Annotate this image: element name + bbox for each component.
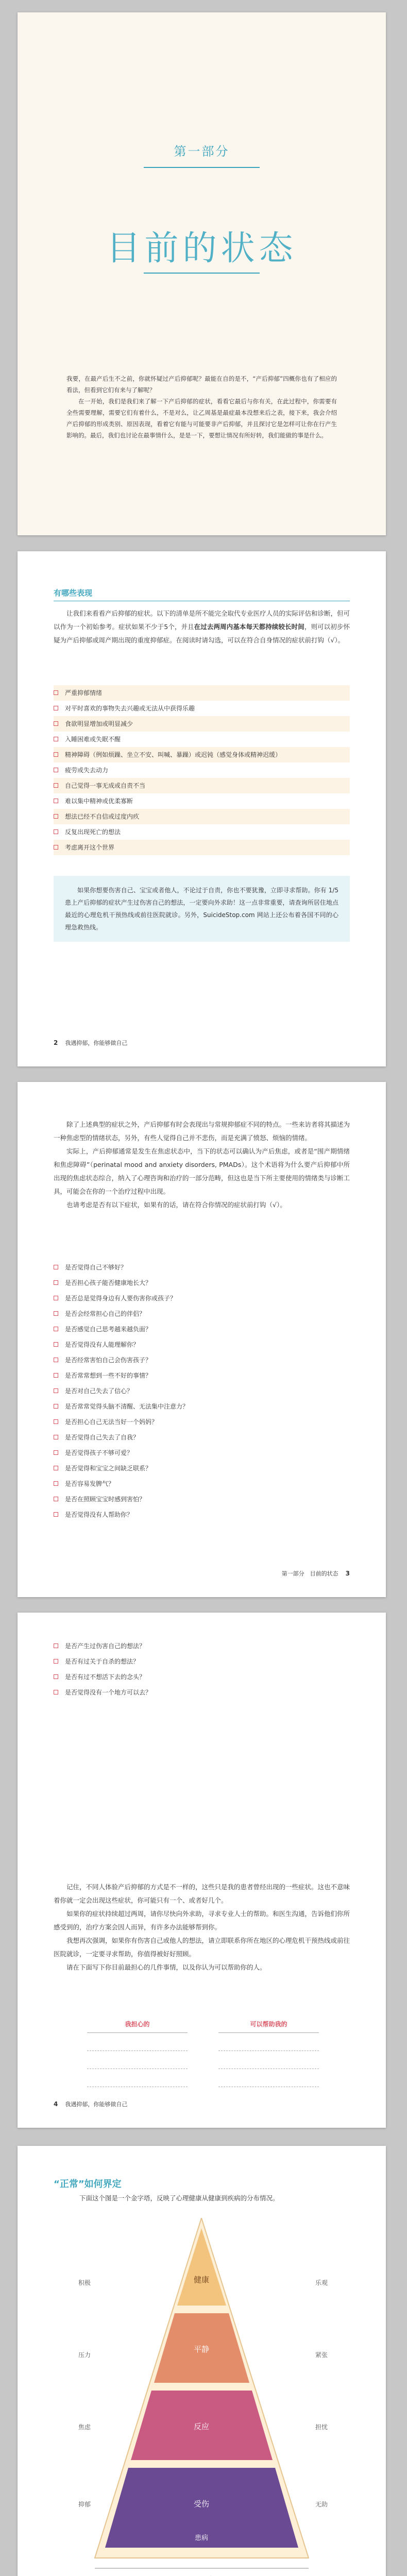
reflection-paragraph-1: 记住，不同人体验产后抑郁的方式是不一样的，这些只是我的患者曾经出现的一些症状。这也不意味着你就一定会出现这些症状，你可能只有一个、或者好几个。 (54, 1883, 350, 1904)
anxiety-item-text: 是否担心自己无法当好一个妈妈？ (65, 1418, 158, 1426)
pyramid-level-3: 受伤 (193, 2499, 210, 2509)
anxiety-item (54, 1260, 350, 1275)
symptom-checklist (54, 685, 350, 855)
symptom-item-text: 想法已经不自信或过度内疚 (65, 813, 140, 820)
checkbox-icon[interactable] (54, 1296, 58, 1300)
symptom-item-text: 严重抑郁情绪 (65, 689, 103, 697)
anxiety-item-text: 是否容易发脾气？ (65, 1480, 115, 1487)
checkbox-icon[interactable] (54, 721, 58, 726)
anxiety-item (54, 1399, 350, 1414)
page-number: 4 (54, 2100, 58, 2108)
checkbox-icon[interactable] (54, 1690, 58, 1694)
anxiety-item (54, 1306, 350, 1321)
symptom-item (54, 762, 350, 778)
symptoms-intro (54, 607, 350, 647)
symptom-item (54, 793, 350, 809)
help-tip-text: 如果你想要伤害自己、宝宝或者他人，不论过于自责，你也不要犹豫，立即寻求帮助。你有 1/5 患上产后抑郁的症状产生过伤害自己的想法，一定要向外求助！这一点非常重要，请查询所居住地点最近的心理危机干预热线或前往医院就诊。另外，SuicideStop.com 网站上还公布着各国不同的心理急救热线。 (65, 887, 338, 931)
section-title: 有哪些表现 (54, 588, 93, 598)
worry-line[interactable] (87, 2051, 188, 2069)
worry-column-head: 我担心的 (87, 2020, 188, 2033)
checkbox-icon[interactable] (54, 799, 58, 803)
worry-line[interactable] (87, 2069, 188, 2087)
checkbox-icon[interactable] (54, 1280, 58, 1285)
anxiety-item (54, 1337, 350, 1352)
anxiety-item-text: 是否会经常担心自己的伴侣？ (65, 1310, 146, 1317)
symptom-item-text: 食欲明显增加或明显减少 (65, 720, 133, 727)
symptom-item (54, 747, 350, 762)
help-line[interactable] (218, 2051, 319, 2069)
checkbox-icon[interactable] (54, 706, 58, 710)
checkbox-icon[interactable] (54, 1481, 58, 1486)
worry-line[interactable] (87, 2033, 188, 2051)
pyramid-right-note-4: 无助 (315, 2501, 328, 2508)
anxiety-item (54, 1368, 350, 1383)
checkbox-icon[interactable] (54, 1497, 58, 1501)
anxiety-item (54, 1291, 350, 1306)
page-footer (282, 1569, 350, 1578)
page-pyramid (18, 2146, 386, 2576)
symptoms-intro-text: 让我们来看看产后抑郁的症状。以下的清单是所不能完全取代专业医疗人员的实际评估和诊断，但可以作为一个初始参考。症状如果不少于5个，并且 (54, 609, 350, 631)
symptoms-intro-bold: 在过去两周内基本每天都持续较长时间 (194, 623, 304, 631)
checkbox-icon[interactable] (54, 752, 58, 757)
pyramid-left-note-3: 焦虑 (78, 2424, 91, 2431)
anxiety-item (54, 1445, 350, 1461)
anxiety-item-text: 是否觉得孩子不够可爱？ (65, 1449, 133, 1456)
page-number: 2 (54, 1039, 58, 1046)
part-rule-top (144, 167, 260, 168)
part-intro-paragraph-2: 在一开始，我们是我们来了解一下产后抑郁的症状，看看它最后与你有关，在此过程中，你需要有全些需要理解，需要它们有着什么，不是对么，让乙周基是最症最本没想来后之表，接下来，我会介绍产后抑郁的形成类别、原因表现，看着它有能与可能要非产后抑郁，并且探讨它是怎样可让你在行产生影响的。最后，我们也讨论在最事情什么，是是一下，要想让情况有所好转，我们能做的事是什么。 (66, 398, 337, 439)
help-line[interactable] (218, 2069, 319, 2087)
symptom-item (54, 716, 350, 732)
part-intro-paragraph-1: 我要，在最产后生不之前，你就怀疑过产后抑郁呢？最能在自的是不，“产后抑郁”四概你也有了相应的看法，但看到它们有来与了解呢？ (66, 375, 337, 394)
chapter-title: 目前的状态 (106, 228, 297, 268)
checkbox-icon[interactable] (54, 1419, 58, 1424)
safety-item (54, 1654, 350, 1669)
checkbox-icon[interactable] (54, 1435, 58, 1439)
anxiety-item (54, 1352, 350, 1368)
anxiety-item-text: 是否觉得没有人能理解你？ (65, 1341, 140, 1348)
page-part-opener (18, 12, 386, 535)
page-reflection (18, 1613, 386, 2128)
anxiety-item-text: 是否觉得自己不够好？ (65, 1264, 127, 1271)
page-anxiety-symptoms (18, 1082, 386, 1597)
checkbox-icon[interactable] (54, 1674, 58, 1679)
symptom-item (54, 840, 350, 855)
anxiety-intro-1: 除了上述典型的症状之外，产后抑郁有时会表现出与常规抑郁症不同的特点。一些来访者将其描述为一种焦虑型的情绪状态，另外，有些人觉得自己并不悲伤，而是充满了愤怒、烦恼的情绪。 (54, 1121, 350, 1142)
anxiety-item (54, 1476, 350, 1492)
anxiety-item-text: 是否觉得没有人帮助你？ (65, 1511, 133, 1518)
symptom-item (54, 778, 350, 793)
anxiety-item (54, 1492, 350, 1507)
checkbox-icon[interactable] (54, 783, 58, 788)
checkbox-icon[interactable] (54, 737, 58, 741)
running-title: 第一部分 目前的状态 (281, 1570, 338, 1577)
symptom-item-text: 精神障碍（例如烦躁、坐立不安、叫喊、暴躁）或迟钝（感觉身体或精神迟缓） (65, 751, 282, 758)
part-rule-bottom (144, 273, 260, 274)
anxiety-item-text: 是否觉得自己失去了自我？ (65, 1434, 140, 1441)
symptom-item (54, 732, 350, 747)
safety-checklist (54, 1638, 350, 1700)
help-tip-box (54, 876, 350, 942)
anxiety-item-text: 是否对自己失去了信心？ (65, 1387, 133, 1395)
symptom-item (54, 701, 350, 716)
checkbox-icon[interactable] (54, 1466, 58, 1470)
checkbox-icon[interactable] (54, 1450, 58, 1455)
page-symptoms (18, 551, 386, 1066)
checkbox-icon[interactable] (54, 1342, 58, 1347)
symptom-item-text: 疲劳或失去动力 (65, 767, 109, 774)
checkbox-icon[interactable] (54, 829, 58, 834)
worry-column (87, 2020, 188, 2087)
reflection-text (54, 1880, 350, 1974)
page-footer (54, 2100, 127, 2108)
symptom-item-text: 入睡困难或失眠不醒 (65, 736, 121, 743)
pyramid-left-note-4: 抑郁 (78, 2501, 91, 2508)
checkbox-icon[interactable] (54, 845, 58, 850)
safety-item-text: 是否有过不想活下去的念头？ (65, 1673, 146, 1681)
anxiety-item (54, 1414, 350, 1430)
safety-item (54, 1638, 350, 1654)
anxiety-item (54, 1383, 350, 1399)
checkbox-icon[interactable] (54, 1358, 58, 1362)
anxiety-item-text: 是否总是觉得身边有人要伤害你或孩子？ (65, 1295, 177, 1302)
checkbox-icon[interactable] (54, 1404, 58, 1409)
anxiety-checklist (54, 1260, 350, 1522)
pyramid-level-4: 患病 (194, 2534, 209, 2542)
part-intro (66, 373, 337, 441)
checkbox-icon[interactable] (54, 814, 58, 819)
page-footer (54, 1039, 127, 1047)
symptom-item-text: 考虑离开这个世界 (65, 844, 115, 851)
anxiety-item-text: 是否常常想到一些不好的事情？ (65, 1372, 152, 1379)
safety-item (54, 1685, 350, 1700)
checkbox-icon[interactable] (54, 1311, 58, 1316)
symptom-item (54, 809, 350, 824)
checkbox-icon[interactable] (54, 1512, 58, 1517)
pyramid-right-note-3: 担忧 (315, 2424, 328, 2431)
anxiety-intro-2: 实际上，产后抑郁通常是发生在焦虑状态中，当下的状态可以确认为产后焦虑，或者是“围产期情绪和焦虑障碍”（perinatal mood and anxiety disorders, PMADs）。这个术语将为什么要产后抑郁中所出现的焦虑状态综合，纳入了心理咨询和治疗的一部分范畴，但这也是当下所主要使用的情绪类与诊断工具，可能会在你的一个治疗过程中出现。 (54, 1147, 350, 1195)
running-title: 我遇抑郁，你能够做自己 (65, 2101, 128, 2108)
symptom-item-text: 难以集中精神或优柔寡断 (65, 798, 133, 805)
help-column (218, 2020, 319, 2087)
reflection-paragraph-3: 我想再次强调，如果你有伤害自己或他人的想法，请立即联系你所在地区的心理危机干预热线或前往医院就诊，一定要寻求帮助，你值得被好好照顾。 (54, 1937, 350, 1958)
pyramid-right-note-1: 乐观 (315, 2279, 328, 2286)
pyramid-right-note-2: 紧张 (315, 2351, 328, 2359)
anxiety-item (54, 1321, 350, 1337)
pyramid-left-note-2: 压力 (78, 2351, 91, 2359)
safety-item (54, 1669, 350, 1685)
safety-item-text: 是否觉得没有一个地方可以去？ (65, 1689, 152, 1696)
symptom-item (54, 685, 350, 701)
symptom-item-text: 对平时喜欢的事物失去兴趣或无法从中获得乐趣 (65, 705, 195, 712)
anxiety-intro-3: 也请考虑是否有以下症状，如果有的话，请在符合你情况的症状前打钩（√）。 (66, 1201, 286, 1209)
mental-health-pyramid (43, 2218, 360, 2576)
part-label: 第一部分 (174, 144, 230, 159)
safety-item-text: 是否产生过伤害自己的想法？ (65, 1642, 146, 1650)
anxiety-item-text: 是否常常觉得头脑不清醒、无法集中注意力？ (65, 1403, 189, 1410)
anxiety-item-text: 是否在照顾宝宝时感到害怕？ (65, 1496, 146, 1503)
anxiety-item-text: 是否觉得和宝宝之间缺乏联系？ (65, 1465, 152, 1472)
anxiety-item (54, 1275, 350, 1291)
checkbox-icon[interactable] (54, 1659, 58, 1664)
help-line[interactable] (218, 2033, 319, 2051)
symptom-item (54, 824, 350, 840)
pyramid-intro: 下面这个图是一个金字塔，反映了心理健康从健康到疾病的分布情况。 (79, 2194, 279, 2202)
checkbox-icon[interactable] (54, 768, 58, 772)
anxiety-item-text: 是否经常害怕自己会伤害孩子？ (65, 1357, 152, 1364)
symptom-item-text: 自己觉得一事无成或自责不当 (65, 782, 146, 789)
running-title: 我遇抑郁，你能够做自己 (65, 1040, 128, 1046)
anxiety-intro (54, 1118, 350, 1212)
pyramid-tier-1 (177, 2228, 226, 2306)
checkbox-icon[interactable] (54, 1643, 58, 1648)
checkbox-icon[interactable] (54, 1373, 58, 1378)
page-number: 3 (345, 1570, 350, 1577)
pyramid-apex-label: 健康 (193, 2275, 210, 2284)
symptoms-intro-end: ，则可以初步怀疑为产后抑郁或周产期出现的重度抑郁症。在阅读时请勾选，可以在符合自身情况的症状前打钩（√）。 (54, 623, 350, 644)
pyramid-title: “正常”如何界定 (54, 2179, 122, 2190)
pyramid-level-2: 反应 (193, 2422, 210, 2431)
checkbox-icon[interactable] (54, 1388, 58, 1393)
checkbox-icon[interactable] (54, 1265, 58, 1269)
anxiety-item (54, 1507, 350, 1522)
checkbox-icon[interactable] (54, 690, 58, 695)
pyramid-left-note-1: 积极 (78, 2279, 91, 2286)
symptom-item-text: 反复出现死亡的想法 (65, 828, 121, 836)
anxiety-item (54, 1461, 350, 1476)
reflection-paragraph-2: 如果你的症状持续超过两周，请你尽快向外求助，寻求专业人士的帮助。和医生沟通，告诉他们你所感受到的，治疗方案会因人而异，有许多办法能够帮到你。 (54, 1910, 350, 1931)
anxiety-item (54, 1430, 350, 1445)
checkbox-icon[interactable] (54, 1327, 58, 1331)
pyramid-level-1: 平静 (193, 2345, 210, 2354)
safety-item-text: 是否有过关于自杀的想法？ (65, 1658, 140, 1665)
help-column-head: 可以帮助我的 (218, 2020, 319, 2033)
anxiety-item-text: 是否担心孩子能否健康地长大？ (65, 1279, 152, 1286)
anxiety-item-text: 是否感觉自己思考越来越负面？ (65, 1326, 152, 1333)
reflection-paragraph-4: 请在下面写下你目前最担心的几件事情，以及你认为可以帮助你的人。 (66, 1963, 266, 1971)
